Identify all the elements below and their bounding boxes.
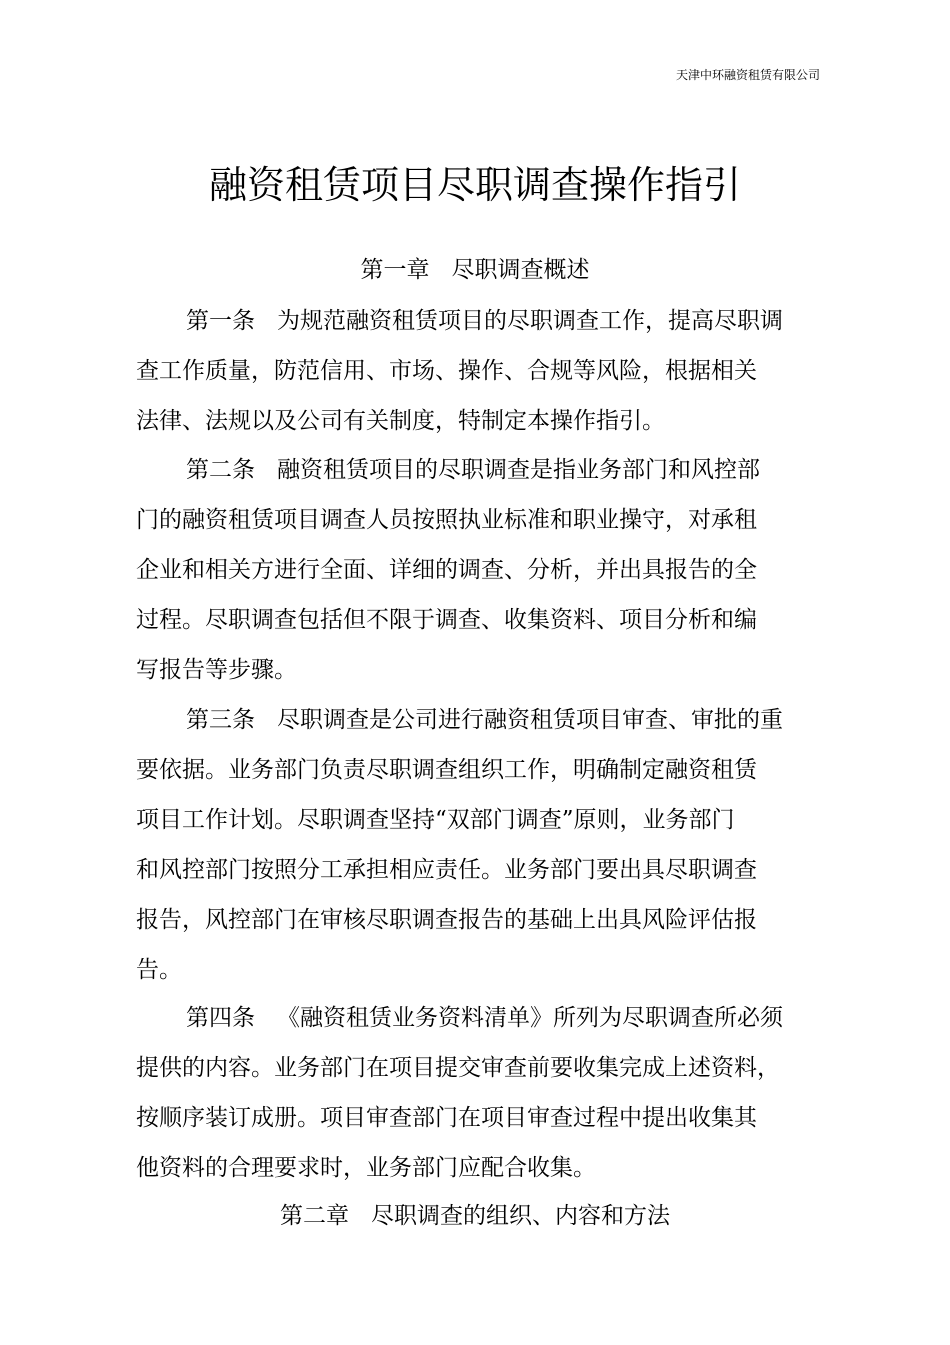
- article-line: 第三条 尽职调查是公司进行融资租赁项目审查、审批的重: [186, 707, 783, 733]
- article-line: 法律、法规以及公司有关制度，特制定本操作指引。: [136, 408, 665, 434]
- article-line: 报告，风控部门在审核尽职调查报告的基础上出具风险评估报: [136, 907, 757, 933]
- article-line: 第一条 为规范融资租赁项目的尽职调查工作，提高尽职调: [186, 308, 783, 334]
- page-header-company: 天津中环融资租赁有限公司: [675, 68, 820, 82]
- document-title: 融资租赁项目尽职调查操作指引: [208, 163, 741, 207]
- article-line: 要依据。业务部门负责尽职调查组织工作，明确制定融资租赁: [136, 757, 757, 783]
- article-1: [136, 296, 786, 446]
- chapter-name: 尽职调查的组织、内容和方法: [371, 1203, 670, 1229]
- article-line: 过程。尽职调查包括但不限于调查、收集资料、项目分析和编: [136, 607, 757, 633]
- article-number: 第二条: [186, 457, 255, 483]
- article-line: 第二条 融资租赁项目的尽职调查是指业务部门和风控部: [186, 457, 760, 483]
- article-line: 写报告等步骤。: [136, 657, 297, 683]
- article-line: 第四条 《融资租赁业务资料清单》所列为尽职调查所必须: [186, 1005, 783, 1031]
- article-line: 和风控部门按照分工承担相应责任。业务部门要出具尽职调查: [136, 857, 757, 883]
- article-number: 第三条: [186, 707, 255, 733]
- chapter-heading-2: [0, 1201, 950, 1231]
- article-3: [136, 695, 786, 995]
- article-2: [136, 445, 786, 695]
- article-number: 第一条: [186, 308, 255, 334]
- article-number: 第四条: [186, 1005, 255, 1031]
- chapter-number: 第一章: [360, 257, 430, 283]
- article-line: 项目工作计划。尽职调查坚持“双部门调查”原则，业务部门: [136, 807, 735, 833]
- article-line: 企业和相关方进行全面、详细的调查、分析，并出具报告的全: [136, 557, 757, 583]
- chapter-name: 尽职调查概述: [451, 257, 590, 283]
- article-line: 查工作质量，防范信用、市场、操作、合规等风险，根据相关: [136, 358, 757, 384]
- article-line: 按顺序装订成册。项目审查部门在项目审查过程中提出收集其: [136, 1105, 757, 1131]
- article-line: 门的融资租赁项目调查人员按照执业标准和职业操守，对承租: [136, 507, 757, 533]
- chapter-heading-1: [0, 255, 950, 285]
- chapter-number: 第二章: [280, 1203, 349, 1229]
- article-line: 他资料的合理要求时，业务部门应配合收集。: [136, 1155, 596, 1181]
- article-4: [136, 993, 786, 1193]
- article-line: 提供的内容。业务部门在项目提交审查前要收集完成上述资料，: [136, 1055, 780, 1081]
- article-line: 告。: [136, 957, 182, 983]
